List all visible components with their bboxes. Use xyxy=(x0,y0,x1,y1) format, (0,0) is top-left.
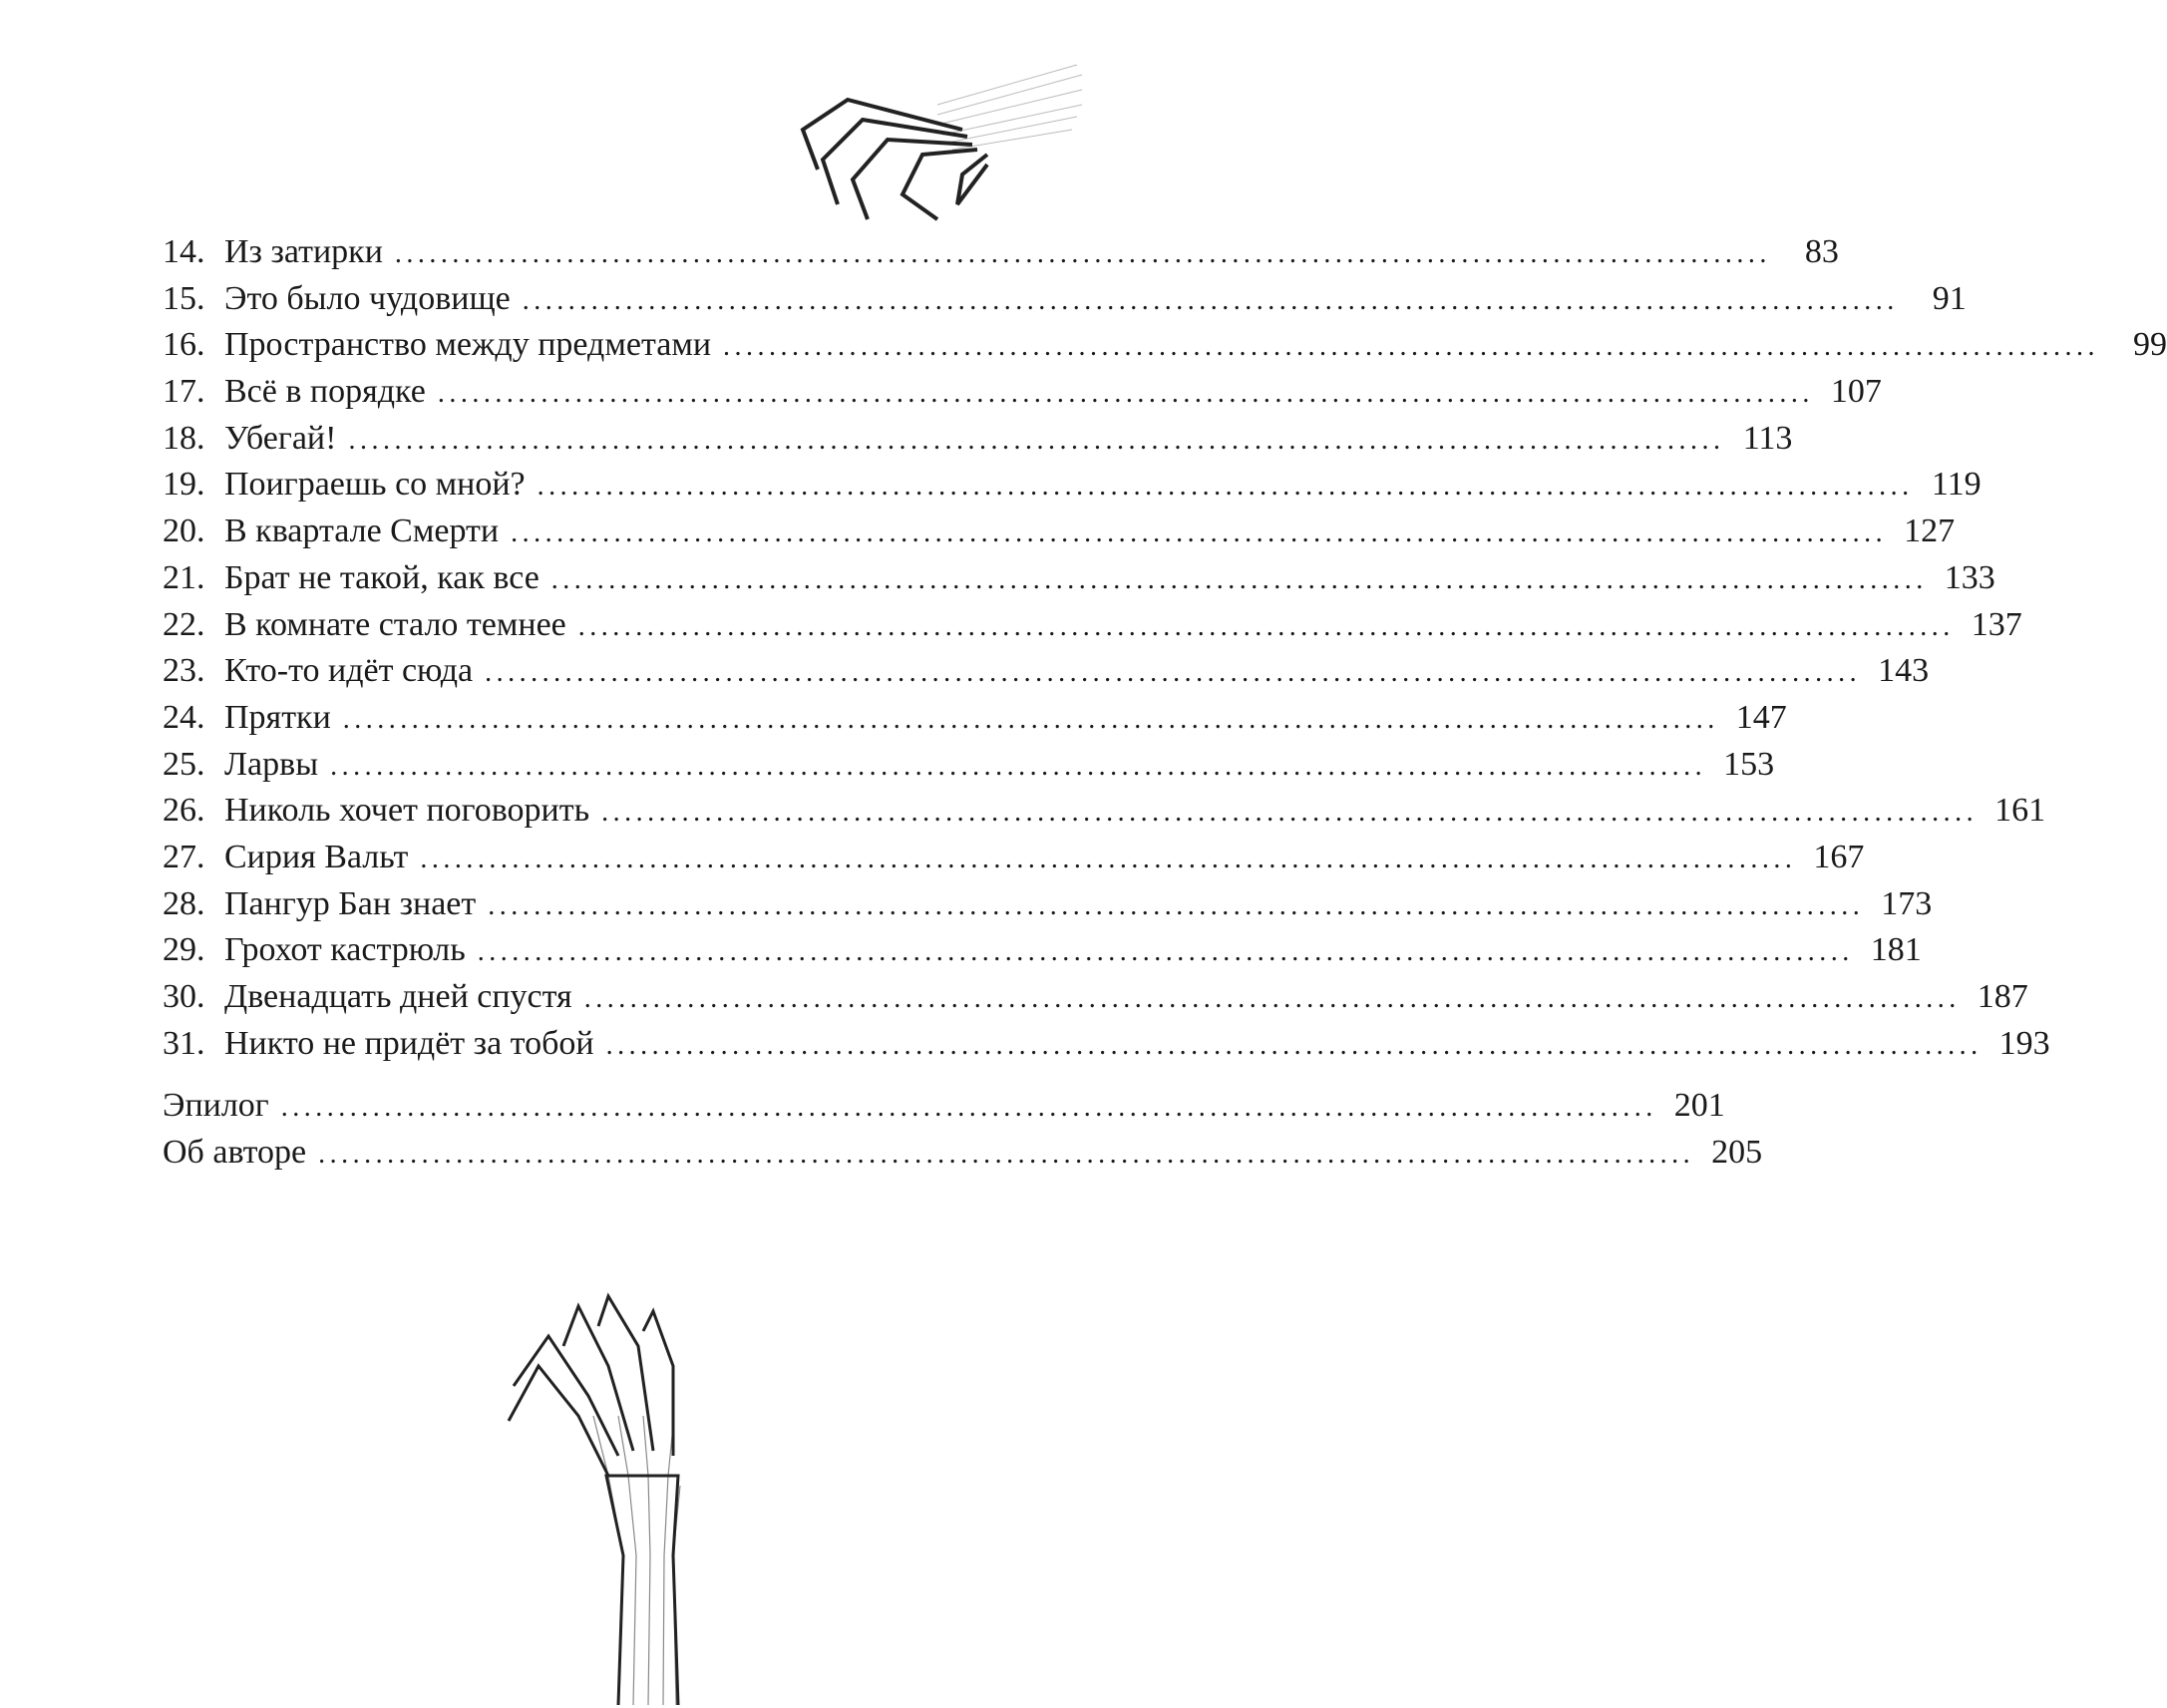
chapter-title: Всё в порядке xyxy=(224,373,426,411)
dot-leader: ........................................................................................................................ xyxy=(318,1139,1695,1171)
toc-chapter-row xyxy=(163,322,2167,369)
chapter-title: Пангур Бан знает xyxy=(224,884,477,922)
page-number: 161 xyxy=(1994,792,2046,830)
chapter-title: Брат не такой, как все xyxy=(224,558,540,596)
toc-chapter-row xyxy=(163,509,1956,555)
chapter-title: В комнате стало темнее xyxy=(224,605,566,643)
toc-chapter-row xyxy=(163,835,1865,881)
dot-leader: ........................................................................................................................ xyxy=(488,889,1865,921)
chapter-number: 19. xyxy=(163,466,205,504)
toc-chapter-row xyxy=(163,927,1922,974)
toc-extra-row xyxy=(163,1130,1763,1177)
dot-leader: ........................................................................................................................ xyxy=(605,1029,1983,1061)
chapter-title: Об авторе xyxy=(163,1134,307,1172)
toc-chapter-row xyxy=(163,881,1933,928)
dot-leader: ........................................................................................................................ xyxy=(330,750,1707,782)
page-number: 137 xyxy=(1971,605,2022,643)
toc-chapter-row xyxy=(163,788,2046,835)
dot-leader: ........................................................................................................................ xyxy=(280,1092,1657,1124)
chapter-title: Двенадцать дней спустя xyxy=(224,978,572,1015)
dot-leader: ........................................................................................................................ xyxy=(348,424,1725,456)
page-number: 167 xyxy=(1813,838,1865,875)
page-number: 205 xyxy=(1711,1134,1763,1172)
page-number: 181 xyxy=(1870,931,1922,969)
dot-leader: ........................................................................................................................ xyxy=(511,517,1888,549)
dot-leader: ........................................................................................................................ xyxy=(485,657,1862,689)
chapter-title: Эпилог xyxy=(163,1087,269,1125)
toc-chapter-row xyxy=(163,695,1787,742)
toc-chapter-row xyxy=(163,742,1775,789)
toc-chapter-row xyxy=(163,1021,2050,1068)
page-number: 201 xyxy=(1673,1087,1725,1125)
chapter-number: 18. xyxy=(163,419,205,457)
dot-leader: ........................................................................................................................ xyxy=(342,703,1719,735)
chapter-title: Из затирки xyxy=(224,233,383,270)
dot-leader: ........................................................................................................................ xyxy=(723,331,2100,363)
toc-chapter-row xyxy=(163,416,1793,463)
chapter-title: Грохот кастрюль xyxy=(224,931,466,969)
page-number: 127 xyxy=(1904,512,1956,550)
dot-leader: ........................................................................................................................ xyxy=(601,797,1979,829)
page-number: 193 xyxy=(1998,1024,2050,1062)
page-number: 107 xyxy=(1830,373,1882,411)
toc-chapter-row xyxy=(163,276,1967,323)
toc-extra-row xyxy=(163,1083,1725,1130)
chapter-title: Пространство между предметами xyxy=(224,326,712,364)
page-number: 153 xyxy=(1723,745,1775,783)
chapter-number: 16. xyxy=(163,326,205,364)
chapter-title: Кто-то идёт сюда xyxy=(224,652,474,690)
page-number: 99 xyxy=(2133,326,2167,364)
chapter-number: 20. xyxy=(163,512,205,550)
page-number: 119 xyxy=(1931,466,1982,504)
dot-leader: ........................................................................................................................ xyxy=(437,378,1814,410)
chapter-title: Прятки xyxy=(224,698,331,736)
chapter-number: 15. xyxy=(163,279,205,317)
dot-leader: ........................................................................................................................ xyxy=(477,936,1854,968)
toc-chapter-row xyxy=(163,369,1882,416)
chapter-title: Убегай! xyxy=(224,419,337,457)
page-number: 133 xyxy=(1944,558,1995,596)
chapter-number: 24. xyxy=(163,698,205,736)
dot-leader: ........................................................................................................................ xyxy=(577,610,1955,642)
chapter-title: Сирия Вальт xyxy=(224,838,409,875)
page-number: 173 xyxy=(1881,884,1933,922)
chapter-number: 31. xyxy=(163,1024,205,1062)
dot-leader: ........................................................................................................................ xyxy=(394,238,1771,269)
chapter-title: Николь хочет поговорить xyxy=(224,792,590,830)
chapter-number: 27. xyxy=(163,838,205,875)
chapter-title: Ларвы xyxy=(224,745,319,783)
chapter-title: Это было чудовище xyxy=(224,279,511,317)
page-number: 147 xyxy=(1735,698,1787,736)
table-of-contents xyxy=(163,229,2167,1177)
page-number: 91 xyxy=(1932,279,1967,317)
chapter-title: Поиграешь со мной? xyxy=(224,466,526,504)
page-number: 187 xyxy=(1977,978,2028,1015)
page-number: 83 xyxy=(1804,233,1839,270)
dot-leader: ........................................................................................................................ xyxy=(522,284,1899,316)
chapter-number: 23. xyxy=(163,652,205,690)
chapter-number: 22. xyxy=(163,605,205,643)
page-number: 143 xyxy=(1878,652,1930,690)
chapter-number: 29. xyxy=(163,931,205,969)
toc-chapter-row xyxy=(163,648,1930,695)
dot-leader: ........................................................................................................................ xyxy=(537,471,1914,503)
dot-leader: ........................................................................................................................ xyxy=(420,843,1797,874)
chapter-number: 21. xyxy=(163,558,205,596)
chapter-number: 28. xyxy=(163,884,205,922)
chapter-title: Никто не придёт за тобой xyxy=(224,1024,594,1062)
dot-leader: ........................................................................................................................ xyxy=(583,983,1961,1014)
toc-chapter-row xyxy=(163,555,1995,602)
page-number: 113 xyxy=(1742,419,1793,457)
toc-chapter-row xyxy=(163,602,2022,649)
chapter-number: 25. xyxy=(163,745,205,783)
toc-chapter-row xyxy=(163,229,1839,276)
chapter-number: 14. xyxy=(163,233,205,270)
claw-hand-bottom-icon xyxy=(469,1256,738,1705)
toc-chapter-row xyxy=(163,974,2028,1021)
toc-chapter-row xyxy=(163,462,1982,509)
chapter-title: В квартале Смерти xyxy=(224,512,500,550)
chapter-number: 26. xyxy=(163,792,205,830)
chapter-number: 17. xyxy=(163,373,205,411)
dot-leader: ........................................................................................................................ xyxy=(550,563,1928,595)
chapter-number: 30. xyxy=(163,978,205,1015)
claw-hand-top-icon xyxy=(788,55,1087,224)
